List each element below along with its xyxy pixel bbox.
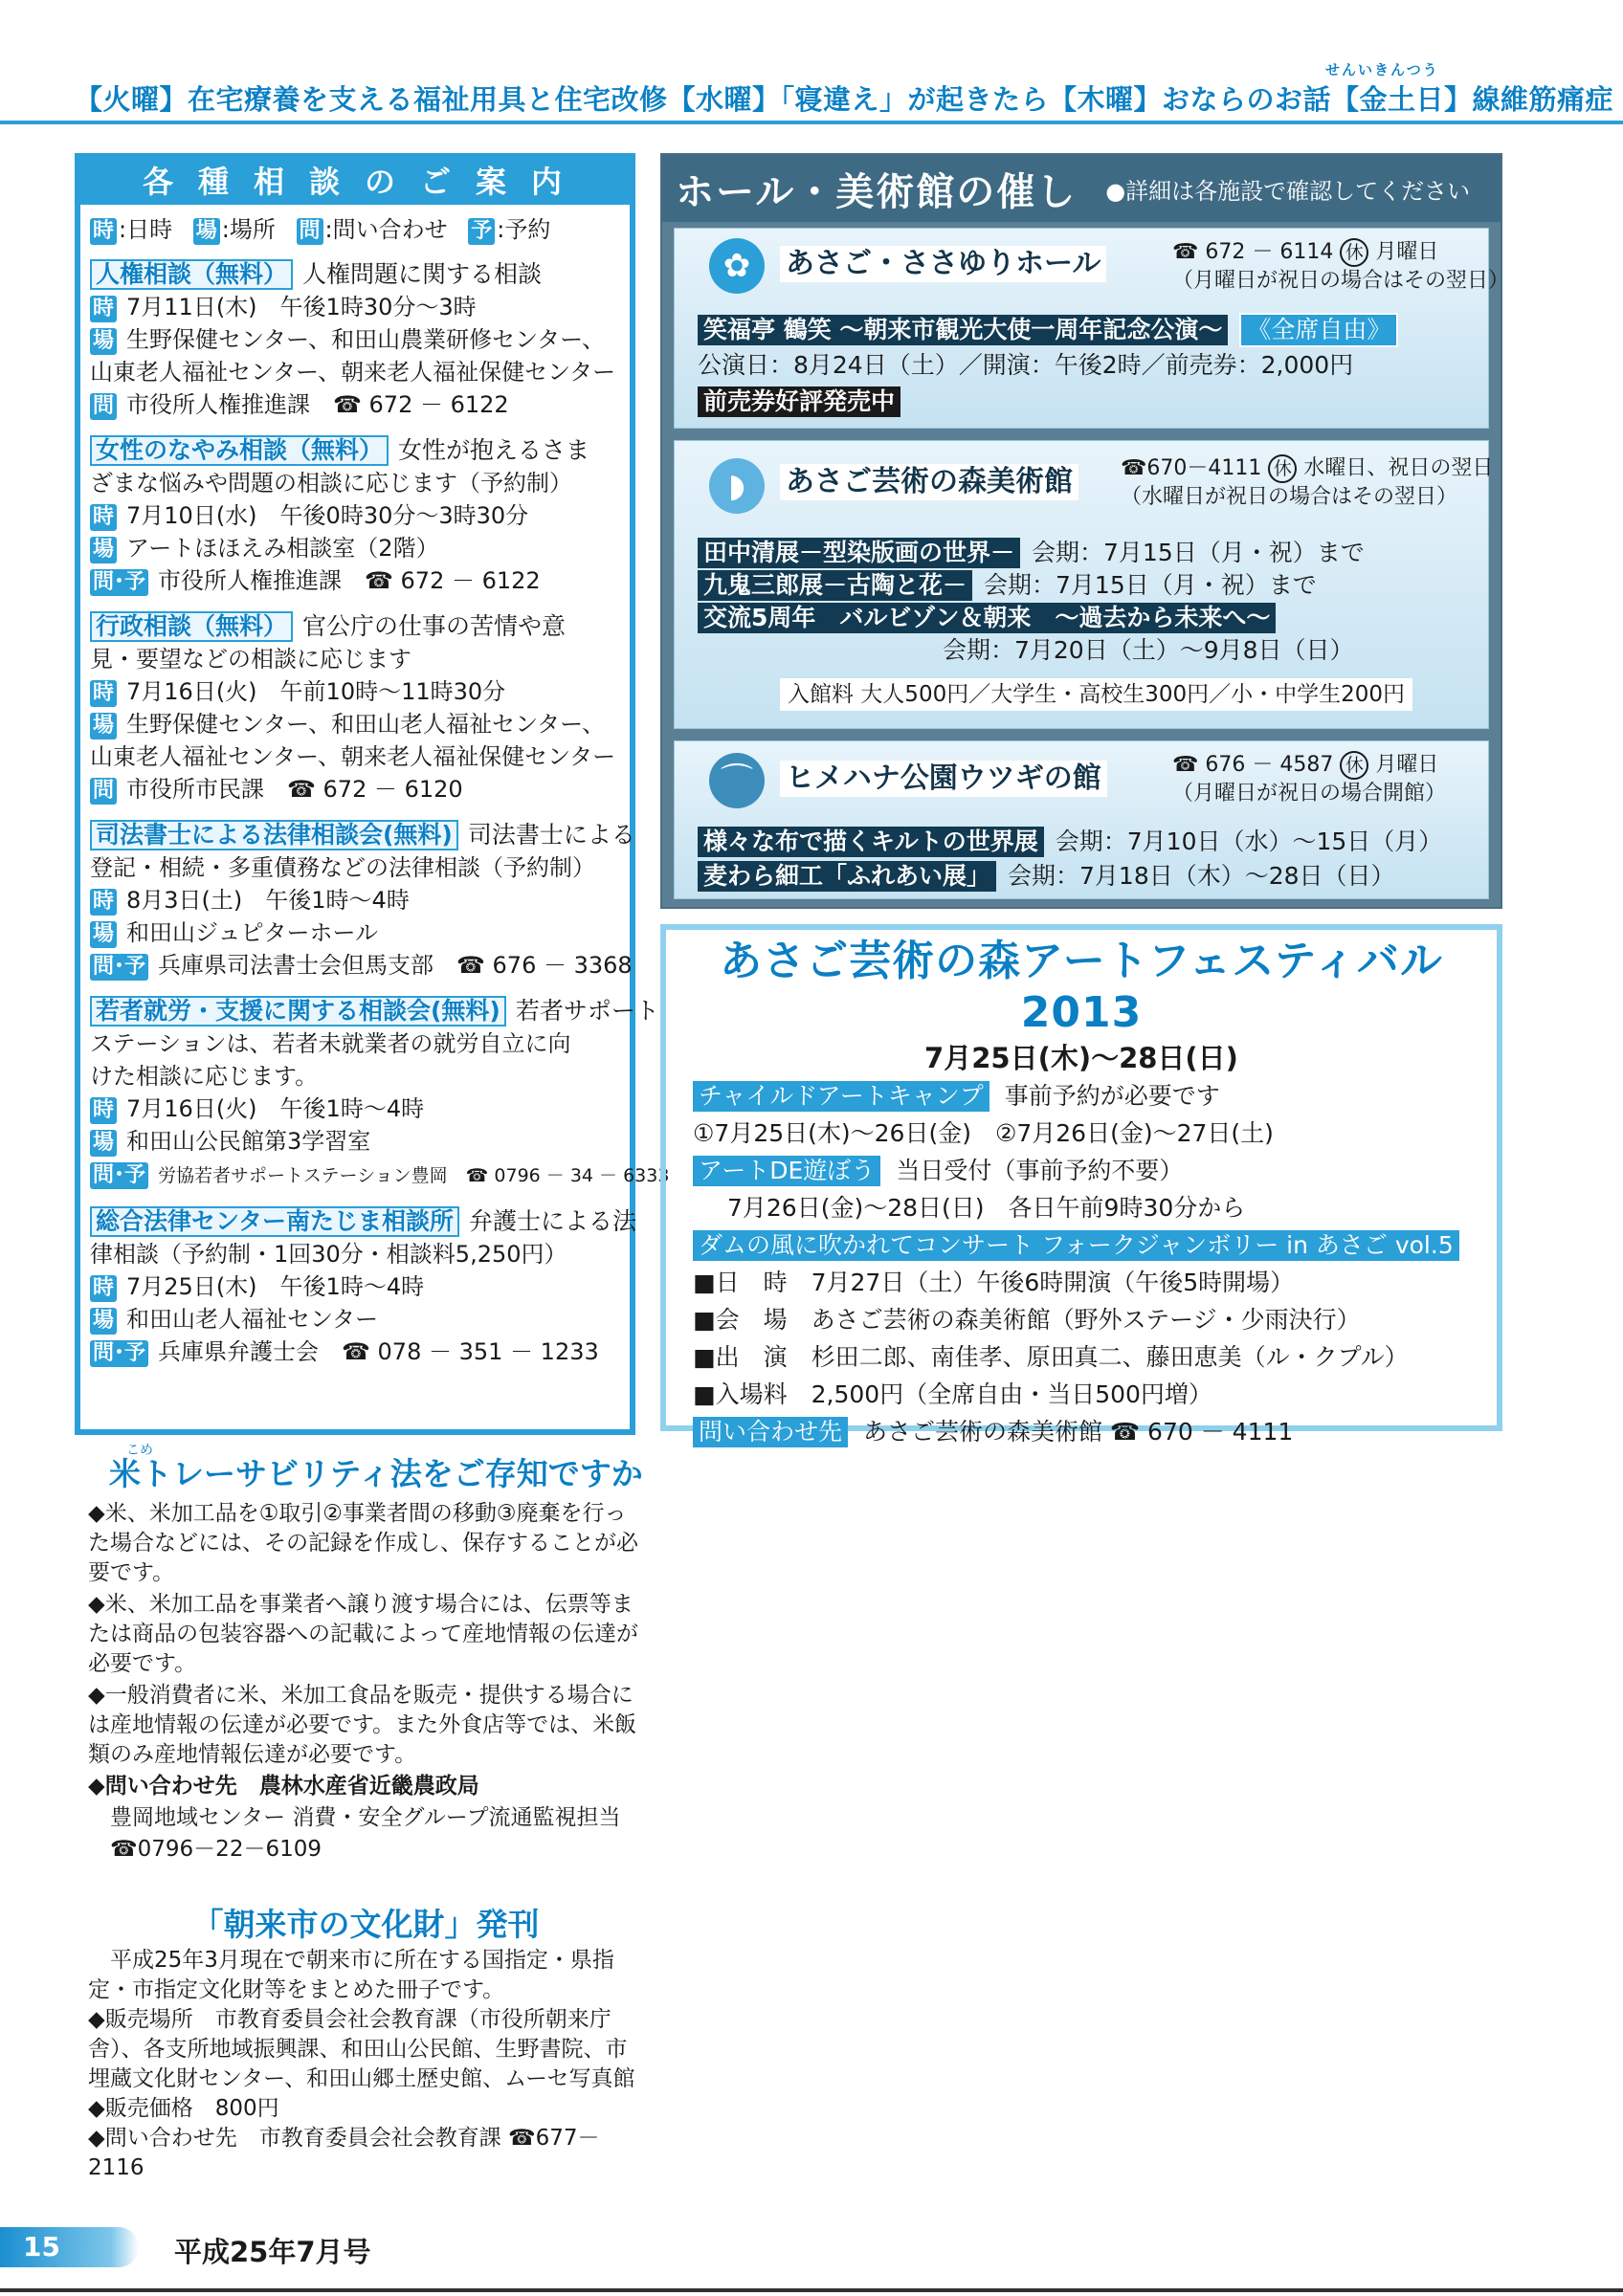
consult-tag: 時 (90, 889, 117, 916)
venue-closed-note: （月曜日が祝日の場合開館） (1172, 782, 1447, 806)
consultation-sections (90, 258, 670, 1368)
consult-detail-text: 7月25日(木) 午後1時～4時 (126, 1273, 425, 1300)
sale-row (698, 386, 912, 418)
venue-name: ヒメハナ公園ウツギの館 (780, 761, 1107, 797)
exhibition-title: 交流5周年 バルビゾン＆朝来 ～過去から未来へ～ (698, 603, 1276, 633)
legend-tag: 場 (193, 218, 220, 245)
consult-detail-line (90, 1270, 620, 1303)
contact-text: あさご芸術の森美術館 ☎ 670 － 4111 (863, 1418, 1294, 1446)
exhibition-period: 会期：7月15日（月・祝）まで (984, 571, 1317, 599)
page-footer (0, 2218, 1623, 2296)
play-note: 当日受付（事前予約不要） (896, 1157, 1184, 1184)
concert-detail: ■会 場 あさご芸術の森美術館（野外ステージ・少雨決行） (693, 1306, 1361, 1334)
issue-label: 平成25年7月号 (174, 2236, 371, 2268)
header-ruby: せんいきんつう (1325, 61, 1439, 78)
kome-contact-office: 豊岡地域センター 消費・安全グループ流通監視担当 (88, 1805, 621, 1830)
seat-badge: 《全席自由》 (1239, 313, 1398, 347)
page-number: 15 (0, 2227, 139, 2267)
legend-text: :予約 (497, 216, 551, 243)
exhibition-row (698, 569, 1317, 602)
consult-detail-text: アートほほえみ相談室（2階） (126, 535, 439, 562)
consult-tag: 場 (90, 1130, 117, 1157)
kome-contact: ◆問い合わせ先 農林水産省近畿農政局 (88, 1774, 479, 1799)
exhibition-period: 会期：7月20日（土）～9月8日（日） (943, 636, 1354, 664)
consult-heading (90, 819, 635, 851)
kome-contact-tel: ☎0796－22－6109 (88, 1837, 322, 1862)
legend-tag: 予 (468, 218, 495, 245)
exhibition-row (698, 826, 1442, 858)
camp-row (693, 1077, 1470, 1115)
exhibition-row (698, 860, 1395, 893)
legend-text: :問い合わせ (324, 216, 448, 243)
festival-title: あさご芸術の森アートフェスティバル 2013 (720, 937, 1443, 1037)
consult-section (90, 819, 635, 982)
consult-detail-line (90, 740, 620, 773)
contact-row (693, 1413, 1470, 1450)
consult-detail-text: 7月16日(火) 午後1時～4時 (126, 1095, 425, 1122)
page-header (0, 59, 1623, 128)
consult-tag: 時 (90, 680, 117, 707)
venue-hours (1172, 751, 1438, 780)
bridge-logo-icon: ⌒ (709, 753, 765, 808)
contact-label: 問い合わせ先 (693, 1417, 848, 1447)
consult-detail-line (90, 388, 620, 421)
kome-title: 米トレーサビリティ法をご存知ですか (109, 1455, 643, 1492)
exhibition-title: 九鬼三郎展－古陶と花－ (698, 570, 972, 601)
consult-tag: 場 (90, 1308, 117, 1335)
sale-badge: 前売券好評発売中 (698, 386, 900, 417)
consult-detail-line (90, 356, 620, 388)
closed-icon: 休 (1340, 238, 1368, 267)
consult-detail-text: 8月3日(土) 午後1時～4時 (126, 887, 410, 914)
consult-lead: 司法書士による (467, 821, 635, 849)
consult-detail-text: 生野保健センター、和田山老人福祉センター、 (126, 711, 606, 738)
consult-lead: 弁護士による法 (469, 1207, 637, 1235)
consult-tag: 問･予 (90, 1340, 148, 1367)
consult-tag: 問･予 (90, 1162, 148, 1189)
consult-tag: 時 (90, 296, 117, 322)
play-row (693, 1152, 1470, 1189)
consult-lead: 女性が抱えるさま (398, 436, 590, 464)
venue-closed: 水曜日、祝日の翌日 (1303, 456, 1494, 480)
venue-sasayuri (674, 228, 1510, 429)
consult-detail-line (90, 675, 620, 708)
consult-detail-text: 市役所市民課 ☎ 672 － 6120 (126, 776, 463, 803)
hall-note: ●詳細は各施設で確認してください (1105, 177, 1471, 205)
legend-tag: 問 (297, 218, 323, 245)
concert-detail: ■入場料 2,500円（全席自由・当日500円増） (693, 1380, 1212, 1408)
consult-detail-line (90, 1303, 620, 1336)
consult-detail-text: 山東老人福祉センター、朝来老人福祉保健センター (90, 743, 616, 770)
flower-icon: ✿ (709, 238, 765, 294)
venue-closed-note: （水曜日が祝日の場合はその翌日） (1121, 485, 1458, 509)
bunka-contact: ◆問い合わせ先 市教育委員会社会教育課 ☎677－2116 (88, 2126, 600, 2180)
kome-paragraph: ◆米、米加工品を①取引②事業者間の移動③廃棄を行った場合などには、その記録を作成し、保存することが必要です。 (88, 1501, 638, 1585)
legend-text: :場所 (221, 216, 276, 243)
consult-badge: 司法書士による法律相談会(無料) (90, 820, 458, 850)
concert-label: ダムの風に吹かれてコンサート フォークジャンボリー in あさご vol.5 (693, 1230, 1459, 1261)
consult-detail-line (90, 291, 620, 323)
venue-tel: ☎670－4111 (1121, 456, 1262, 480)
consult-lead: 官公庁の仕事の苦情や意 (302, 612, 567, 640)
exhibition-title: 麦わら細工「ふれあい展」 (698, 861, 996, 892)
rice-traceability-article (88, 1440, 643, 1865)
consult-heading (90, 258, 620, 291)
venue-name: あさご芸術の森美術館 (780, 464, 1078, 500)
exhibition-title: 様々な布で描くキルトの世界展 (698, 827, 1044, 857)
consult-detail-line (90, 1125, 620, 1158)
hall-header (662, 155, 1501, 222)
exhibition-title: 田中清展－型染版画の世界－ (698, 538, 1020, 568)
kome-ruby: こめ (126, 1443, 153, 1458)
play-dates: 7月26日(金)～28日(日) 各日午前9時30分から (727, 1194, 1246, 1222)
consult-description: 登記・相続・多重債務などの法律相談（予約制） (90, 854, 595, 881)
consult-detail-text: 市役所人権推進課 ☎ 672 － 6122 (158, 567, 541, 594)
consult-description: ざまな悩みや問題の相談に応じます（予約制） (90, 470, 572, 497)
bunka-paragraph: ◆販売場所 市教育委員会社会教育課（市役所朝来庁舎）、各支所地域振興課、和田山公民館、生野書院、市埋蔵文化財センター、和田山郷土歴史館、ムーセ写真館 ◆販売価格 800円 (88, 2007, 657, 2121)
exhibition-row (698, 537, 1365, 569)
consult-detail-line (90, 564, 620, 597)
consult-badge: 女性のなやみ相談（無料） (90, 435, 389, 466)
camp-note: 事前予約が必要です (1004, 1082, 1220, 1110)
venue-utsugi (674, 740, 1489, 899)
consult-detail-line (90, 884, 620, 916)
consult-tag: 時 (90, 1275, 117, 1302)
exhibition-period: 会期：7月10日（水）～15日（月） (1055, 828, 1443, 855)
header-rule (0, 121, 1623, 124)
consult-badge: 若者就労・支援に関する相談会(無料) (90, 996, 506, 1027)
consult-detail-text: 市役所人権推進課 ☎ 672 － 6122 (126, 391, 509, 418)
consult-detail-line (90, 1093, 620, 1125)
consult-detail-line (90, 1158, 670, 1192)
consult-tag: 時 (90, 504, 117, 531)
consultation-box (75, 153, 670, 1435)
consult-detail-line (90, 916, 620, 949)
consult-badge: 人権相談（無料） (90, 259, 293, 290)
consult-tag: 場 (90, 921, 117, 948)
exhibition-period: 会期：7月15日（月・祝）まで (1032, 539, 1365, 566)
exhibition-period: 会期：7月18日（木）～28日（日） (1008, 862, 1395, 890)
concert-detail: ■出 演 杉田二郎、南佳孝、原田真二、藤田恵美（ル・クプル） (693, 1343, 1409, 1371)
consult-section (90, 610, 620, 806)
concert-detail: ■日 時 7月27日（土）午後6時開演（午後5時開場） (693, 1269, 1295, 1296)
hall-events-panel (660, 153, 1510, 909)
event-detail: 公演日：8月24日（土）／開演：午後2時／前売券：2,000円 (698, 351, 1354, 379)
art-festival-box (660, 924, 1502, 1446)
consultation-legend (90, 214, 620, 245)
exhibition-row (698, 602, 1287, 634)
consult-detail-text: 和田山公民館第3学習室 (126, 1128, 371, 1155)
consult-badge: 行政相談（無料） (90, 611, 293, 642)
consult-detail-text: 生野保健センター、和田山農業研修センター、 (126, 326, 606, 353)
consult-description: 見・要望などの相談に応じます (90, 646, 411, 673)
consult-heading (90, 610, 620, 643)
event-row (698, 313, 1398, 347)
consult-tag: 問･予 (90, 954, 148, 981)
venue-closed: 月曜日 (1375, 753, 1439, 777)
consult-detail-line (90, 1336, 620, 1368)
consult-detail-text: 7月11日(木) 午後1時30分～3時 (126, 294, 477, 320)
consult-detail-text: 山東老人福祉センター、朝来老人福祉保健センター (90, 359, 616, 386)
venue-hours (1121, 454, 1493, 483)
consult-tag: 問･予 (90, 569, 148, 596)
venue-closed: 月曜日 (1375, 240, 1439, 264)
consult-lead: 若者サポート (515, 997, 659, 1025)
bunka-title: 「朝来市の文化財」発刊 (191, 1906, 540, 1943)
festival-dates: 7月25日(木)～28日(日) (924, 1042, 1238, 1074)
footer-rule (0, 2288, 1623, 2292)
venue-tel: ☎ 676 － 4587 (1172, 753, 1334, 777)
camp-label: チャイルドアートキャンプ (693, 1081, 989, 1112)
consult-description: ステーションは、若者未就業者の就労自立に向 (90, 1030, 571, 1057)
consult-detail-text: 7月16日(火) 午前10時～11時30分 (126, 678, 506, 705)
consult-detail-text: 労協若者サポートステーション豊岡 ☎ 0796 － 34 － 6333 (158, 1165, 670, 1186)
venue-hours (1172, 238, 1438, 267)
consult-tag: 時 (90, 1097, 117, 1124)
consult-detail-line (90, 949, 633, 982)
consult-detail-text: 和田山ジュピターホール (126, 919, 379, 946)
consult-section (90, 258, 620, 421)
consult-badge: 総合法律センター南たじま相談所 (90, 1206, 459, 1237)
camp-dates: ①7月25日(木)～26日(金) ②7月26日(金)～27日(土) (693, 1119, 1274, 1147)
consult-heading (90, 434, 620, 467)
header-topics: 【火曜】在宅療養を支える福祉用具と住宅改修【水曜】「寝違え」が起きたら【木曜】おならのお話【金土日】線維筋痛症 (75, 83, 1614, 116)
consult-tag: 場 (90, 328, 117, 355)
consult-section (90, 1205, 637, 1368)
kome-paragraph: ◆米、米加工品を事業者へ譲り渡す場合には、伝票等または商品の包装容器への記載によって産地情報の伝達が必要です。 (88, 1592, 638, 1676)
consult-detail-text: 兵庫県弁護士会 ☎ 078 － 351 － 1233 (158, 1338, 599, 1365)
consult-tag: 問 (90, 393, 117, 420)
consult-detail-text: 和田山老人福祉センター (126, 1306, 379, 1333)
consult-description: 律相談（予約制・1回30分・相談料5,250円） (90, 1241, 567, 1268)
consult-tag: 場 (90, 713, 117, 740)
venue-closed-note: （月曜日が祝日の場合はその翌日） (1172, 269, 1510, 293)
event-title: 笑福亭 鶴笑 ～朝来市観光大使一周年記念公演～ (698, 315, 1228, 345)
legend-text: :日時 (119, 216, 173, 243)
consult-description: けた相談に応じます。 (90, 1063, 319, 1090)
consult-lead: 人権問題に関する相談 (302, 260, 543, 288)
museum-logo-icon: ◗ (709, 458, 765, 514)
consult-detail-line (90, 532, 620, 564)
closed-icon: 休 (1268, 454, 1297, 483)
consultation-title: 各種相談のご案内 (80, 159, 630, 205)
consult-detail-line (90, 708, 620, 740)
consult-section (90, 995, 670, 1192)
consult-tag: 場 (90, 537, 117, 563)
consult-section (90, 434, 620, 597)
consult-detail-text: 兵庫県司法書士会但馬支部 ☎ 676 － 3368 (158, 952, 633, 979)
hall-title: ホール・美術館の催し (676, 169, 1078, 214)
consult-detail-text: 7月10日(水) 午後0時30分～3時30分 (126, 502, 529, 529)
bunka-paragraph: 平成25年3月現在で朝来市に所在する国指定・県指定・市指定文化財等をまとめた冊子です。 (88, 1948, 614, 2002)
venue-name: あさご・ささゆりホール (780, 246, 1106, 282)
play-label: アートDE遊ぼう (693, 1156, 880, 1186)
kome-paragraph: ◆一般消費者に米、米加工食品を販売・提供する場合には産地情報の伝達が必要です。また外食店等では、米飯類のみ産地情報伝達が必要です。 (88, 1683, 637, 1767)
consult-detail-line (90, 499, 620, 532)
venue-museum (674, 440, 1494, 729)
consult-detail-line (90, 323, 620, 356)
closed-icon: 休 (1340, 751, 1368, 780)
consult-heading (90, 1205, 637, 1238)
admission-fee: 入館料 大人500円／大学生・高校生300円／小・中学生200円 (780, 678, 1412, 711)
cultural-assets-article (88, 1904, 657, 2183)
legend-tag: 時 (90, 218, 117, 245)
consult-detail-line (90, 773, 620, 806)
concert-row (693, 1226, 1470, 1264)
consult-tag: 問 (90, 778, 117, 805)
venue-tel: ☎ 672 － 6114 (1172, 240, 1334, 264)
consult-heading (90, 995, 659, 1027)
